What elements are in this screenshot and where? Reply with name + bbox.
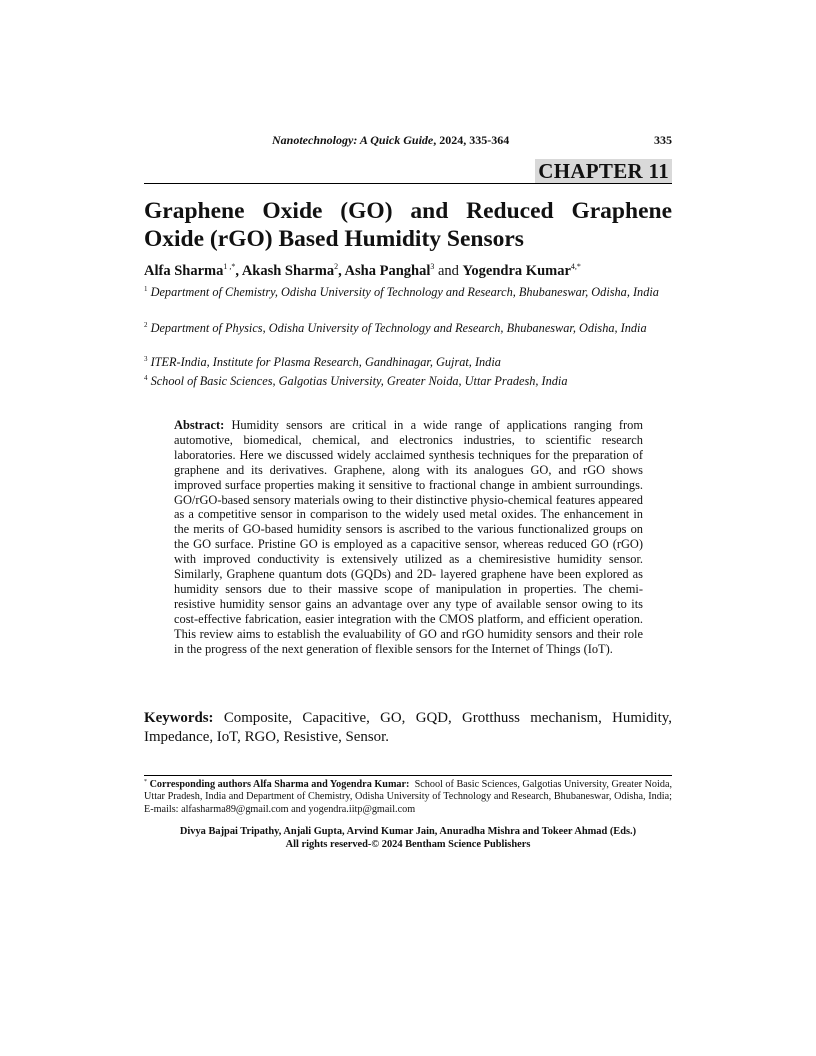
running-title — [272, 133, 509, 148]
page-number: 335 — [654, 133, 672, 147]
author-and: and — [434, 263, 463, 279]
author-affil-mark: 4,* — [570, 262, 581, 271]
author-separator: , — [235, 263, 242, 279]
chapter-rule — [144, 183, 672, 184]
author-name: Yogendra Kumar — [462, 263, 571, 279]
keywords-text: Composite, Capacitive, GO, GQD, Grotthuss mechanism, Humidity, Impedance, IoT, RGO, Resistive, Sensor. — [144, 710, 672, 745]
footnote-label: Corresponding authors Alfa Sharma and Yogendra Kumar: — [149, 779, 410, 790]
footnote-mark: * — [144, 779, 147, 785]
paper-title — [144, 197, 672, 253]
corresponding-author-footnote — [144, 779, 672, 816]
affiliation — [144, 355, 672, 370]
footnote-text: School of Basic Sciences, Galgotias University, Greater Noida, Uttar Pradesh, India and Department of Chemistry, Odisha University of Technology and Research, Bhubaneswar, Odisha, India; E-mails: alfasharma89@gmail.com and yogendra.iitp@gmail.com — [144, 779, 673, 815]
footnote-rule — [144, 775, 672, 776]
author-name: Asha Panghal — [344, 263, 431, 279]
running-header — [144, 133, 672, 149]
affiliation-text: Department of Chemistry, Odisha University of Technology and Research, Bhubaneswar, Odisha, India — [150, 285, 659, 299]
affiliation — [144, 374, 672, 389]
title-line-2: Oxide (rGO) Based Humidity Sensors — [144, 226, 524, 252]
copyright-line: All rights reserved-© 2024 Bentham Science Publishers — [285, 838, 531, 850]
author-name: Akash Sharma — [241, 263, 335, 279]
affiliation — [144, 285, 672, 300]
author-list — [144, 262, 672, 280]
publisher-credit — [144, 826, 672, 852]
keywords-label: Keywords: — [144, 710, 214, 726]
abstract-text: Humidity sensors are critical in a wide range of applications ranging from automotive, biomedical, chemical, and electronics industries, to scientific research laboratories. Here we discussed widely acclaimed synthesis techniques for the preparation of graphene and its derivatives. Graphene, along with its analogues GO, and rGO shows improved surface properties making it sensitive to fractional change in ambient surroundings. GO/rGO-based sensory materials owing to their distinctive physio-chemical features appeared as a competitive sensor in comparison to the widely used metal oxides. The enhancement in the merits of GO-based humidity sensors is ascribed to the various functionalized groups on the GO surface. Pristine GO is employed as a capacitive sensor, whereas reduced GO (rGO) with improved conductivity is extensively utilized as a chemiresistive humidity sensor. Similarly, Graphene quantum dots (GQDs) and 2D- layered graphene have been explored as humidity sensors due to their massive scope of manipulation in properties. The chemi-resistive humidity sensor gains an advantage over any type of available sensor owing to its cost-effective fabrication, easier integration with the CMOS platform, and efficient operation. This review aims to establish the evaluability of GO and rGO humidity sensors and their role in the progress of the next generation of flexible sensors for the Internet of Things (IoT). — [174, 418, 643, 656]
affiliation-mark: 2 — [144, 321, 148, 329]
journal-name: Nanotechnology: A Quick Guide — [272, 133, 434, 147]
abstract — [174, 418, 643, 657]
affiliation — [144, 321, 672, 336]
title-line-1: Graphene Oxide (GO) and Reduced Graphene — [144, 198, 672, 224]
affiliation-text: Department of Physics, Odisha University of Technology and Research, Bhubaneswar, Odisha, India — [150, 321, 647, 335]
affiliation-mark: 3 — [144, 355, 148, 363]
chapter-label: CHAPTER 11 — [535, 159, 672, 183]
affiliation-mark: 1 — [144, 285, 148, 293]
author-name: Alfa Sharma — [144, 263, 224, 279]
keywords — [144, 709, 672, 747]
editors-line: Divya Bajpai Tripathy, Anjali Gupta, Arvind Kumar Jain, Anuradha Mishra and Tokeer Ahmad (Eds.) — [179, 826, 637, 837]
journal-year-pages: , 2024, 335-364 — [433, 133, 510, 147]
affiliation-text: School of Basic Sciences, Galgotias University, Greater Noida, Uttar Pradesh, India — [150, 374, 568, 388]
affiliation-text: ITER-India, Institute for Plasma Research, Gandhinagar, Gujrat, India — [150, 355, 501, 369]
author-separator: , — [338, 263, 345, 279]
abstract-label: Abstract: — [174, 418, 225, 432]
affiliation-mark: 4 — [144, 374, 148, 382]
author-affil-mark: 1 ,* — [223, 262, 236, 271]
author-affil-mark: 2 — [334, 262, 339, 271]
author-affil-mark: 3 — [430, 262, 435, 271]
